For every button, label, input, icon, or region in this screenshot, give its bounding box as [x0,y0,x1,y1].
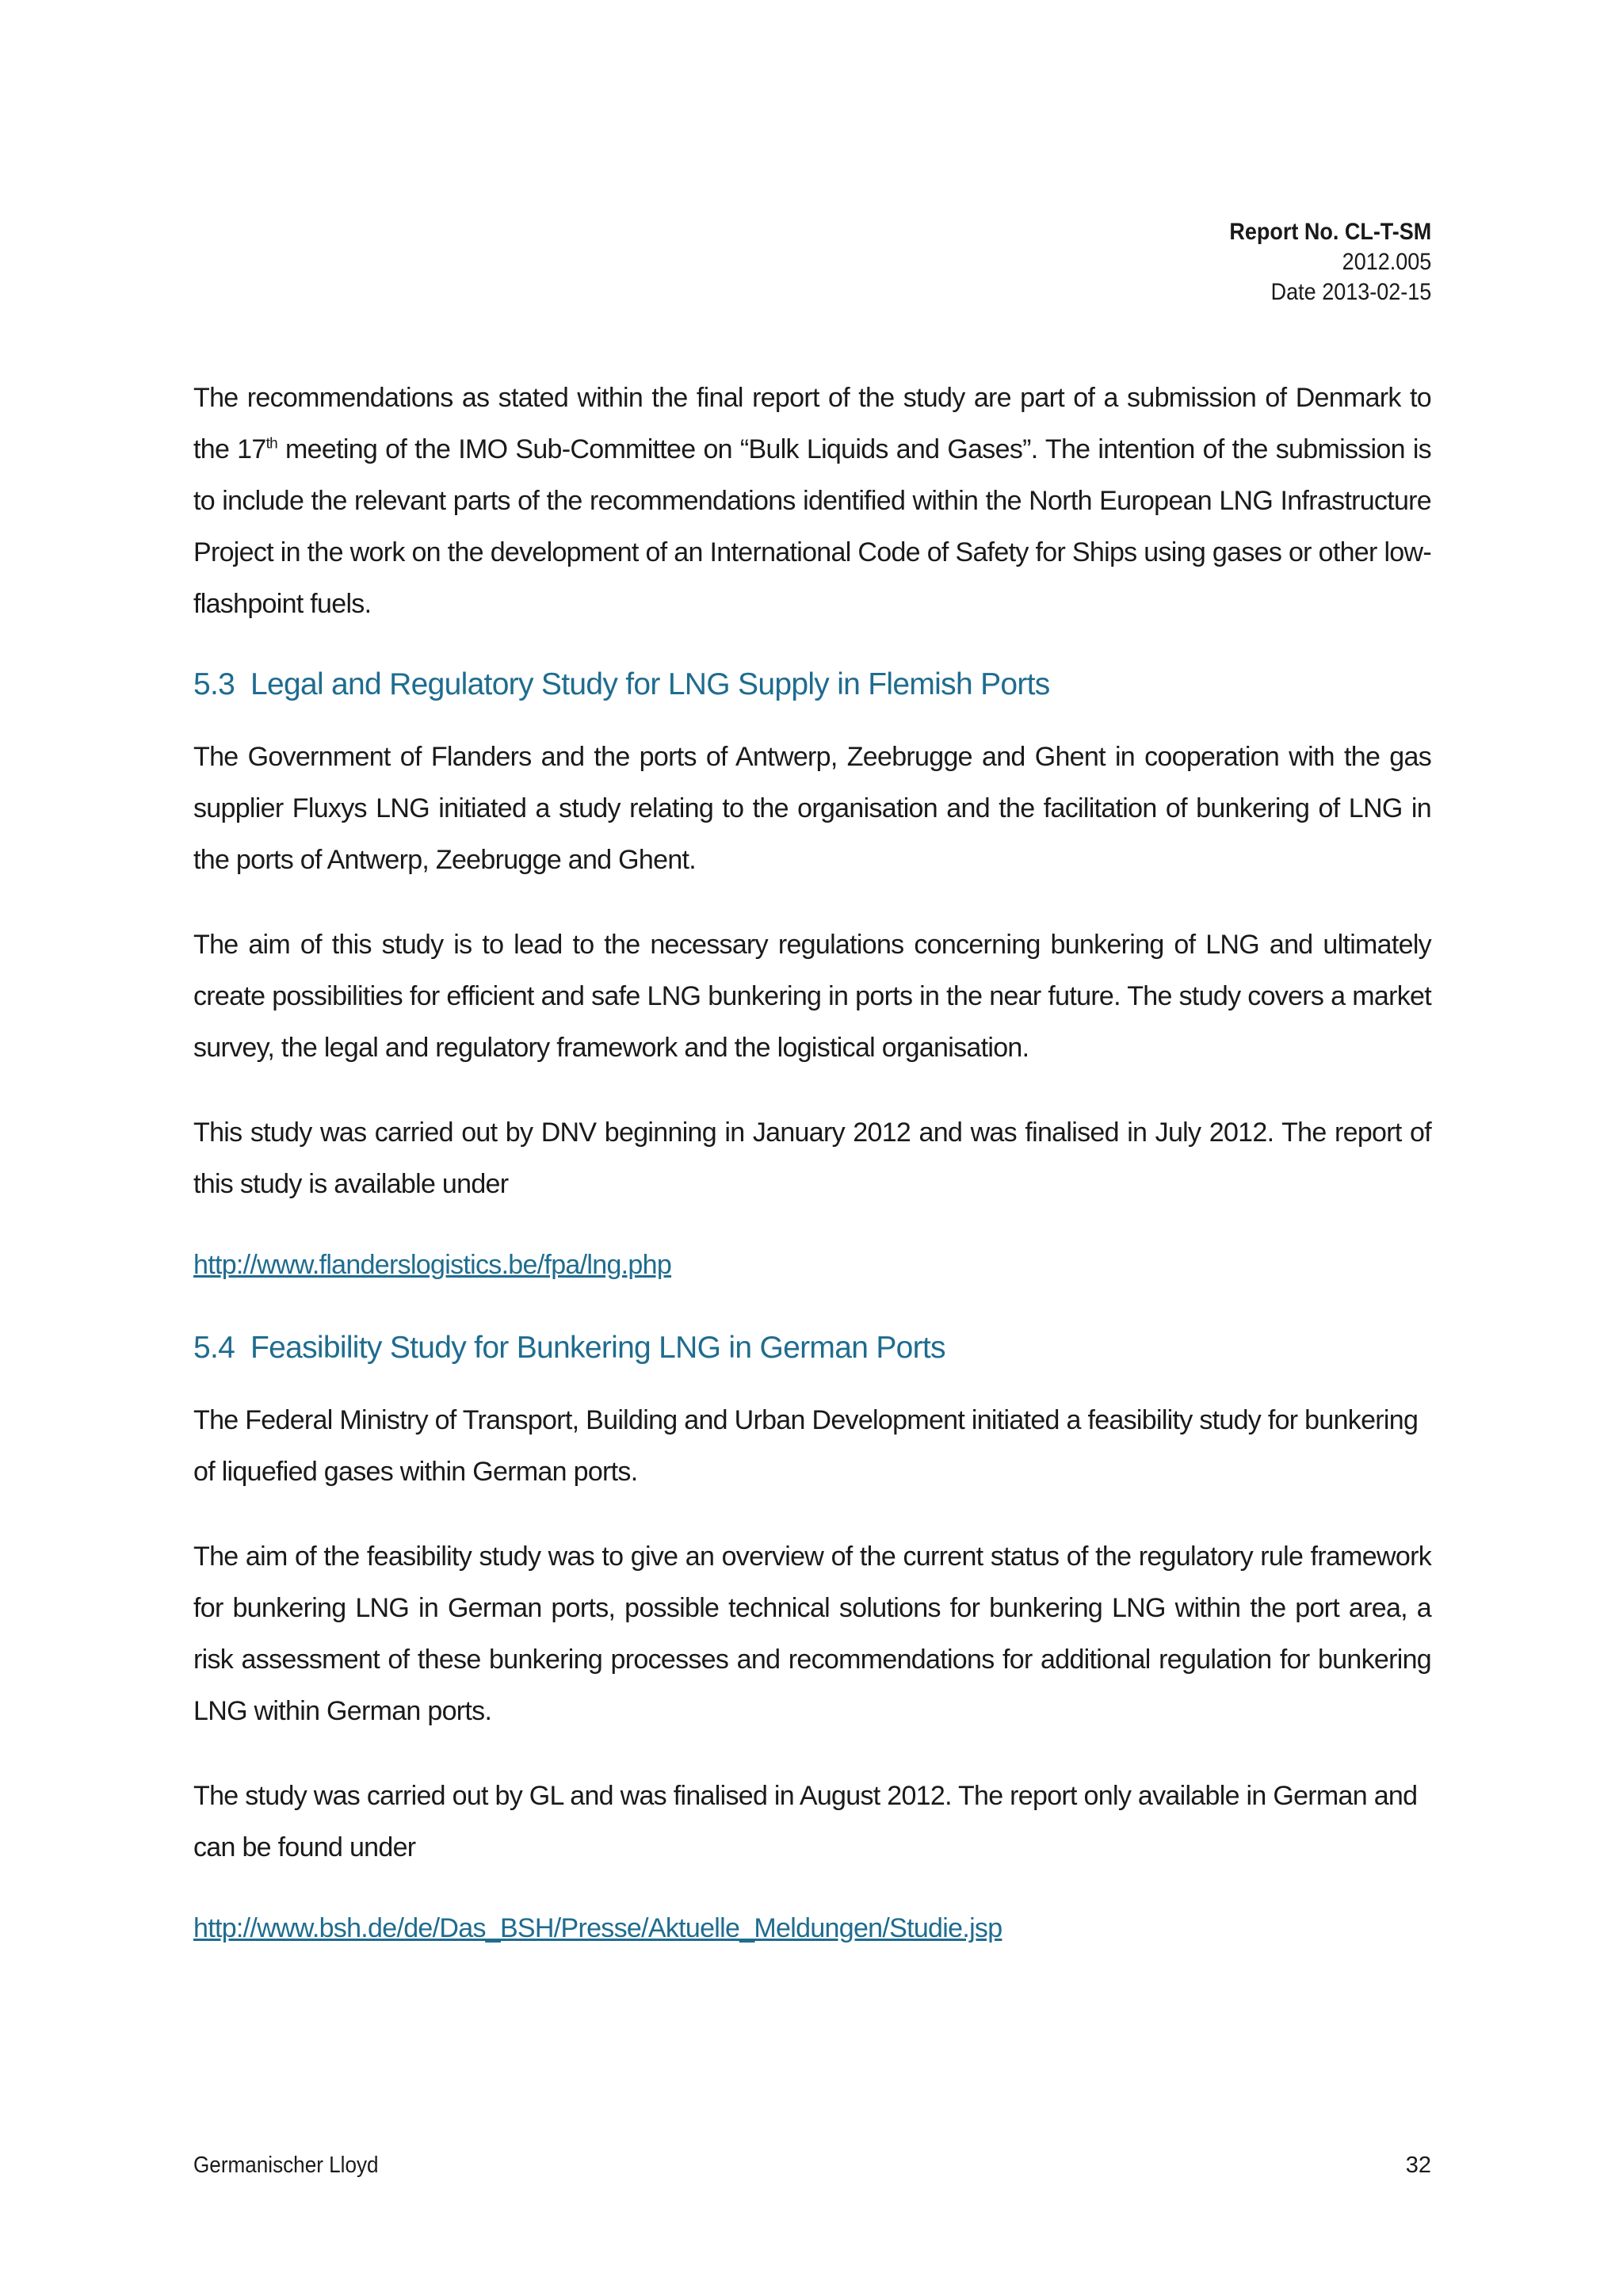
paragraph: This study was carried out by DNV beginning in January 2012 and was finalised in July 2012. The report of this study is available under [193,1117,1431,1199]
section-number: 5.3 [193,667,235,701]
section-title: Feasibility Study for Bunkering LNG in German Ports [250,1331,945,1365]
link-container [193,1907,1431,1955]
report-number-value: 2012.005 [1342,249,1431,275]
flanders-study-link[interactable]: http://www.flanderslogistics.be/fpa/lng.php [193,1250,672,1280]
section-title: Legal and Regulatory Study for LNG Supply in Flemish Ports [250,667,1050,701]
ordinal-superscript: th [265,435,278,453]
report-date: Date 2013-02-15 [1270,279,1431,305]
paragraph: The Federal Ministry of Transport, Building and Urban Development initiated a feasibility study for bunkering of liquefied gases within German ports. [193,1405,1419,1487]
link-container [193,1244,1431,1292]
intro-text-part-2: meeting of the IMO Sub-Committee on “Bulk Liquids and Gases”. The intention of the submission is to include the relevant parts of the recommendations identified within the North European LNG Infrastructure Project in the work on the development of an International Code of Safety for Ships using gases or other low-flashpoint fuels. [193,434,1431,619]
paragraph: The aim of the feasibility study was to give an overview of the current status of the regulatory rule framework for bunkering LNG in German ports, possible technical solutions for bunkering LNG within the port area, a risk assessment of these bunkering processes and recommendations for additional regulation for bunkering LNG within German ports. [193,1541,1431,1726]
document-body [193,372,1431,1990]
page-number: 32 [1405,2153,1431,2178]
bsh-study-link[interactable]: http://www.bsh.de/de/Das_BSH/Presse/Aktuelle_Meldungen/Studie.jsp [193,1913,1002,1943]
paragraph: The Government of Flanders and the ports of Antwerp, Zeebrugge and Ghent in cooperation with the gas supplier Fluxys LNG initiated a study relating to the organisation and the facilitation of bunkering of LNG in the ports of Antwerp, Zeebrugge and Ghent. [193,742,1431,875]
section-number: 5.4 [193,1331,235,1365]
section-heading-5-4 [193,1327,1431,1370]
footer-company: Germanischer Lloyd [193,2153,379,2178]
report-number-label: Report No. CL-T-SM [1229,219,1431,245]
intro-text-part-1: The recommendations as stated within the final report of the study are part of a submission of Denmark to the 17 [193,383,1431,464]
paragraph: The study was carried out by GL and was finalised in August 2012. The report only available in German and can be found under [193,1781,1418,1862]
intro-paragraph [193,372,1431,630]
paragraph: The aim of this study is to lead to the necessary regulations concerning bunkering of LNG and ultimately create possibilities for efficient and safe LNG bunkering in ports in the near future. The study covers a market survey, the legal and regulatory framework and the logistical organisation. [193,930,1431,1063]
section-heading-5-3 [193,663,1431,706]
report-header [1229,217,1431,308]
